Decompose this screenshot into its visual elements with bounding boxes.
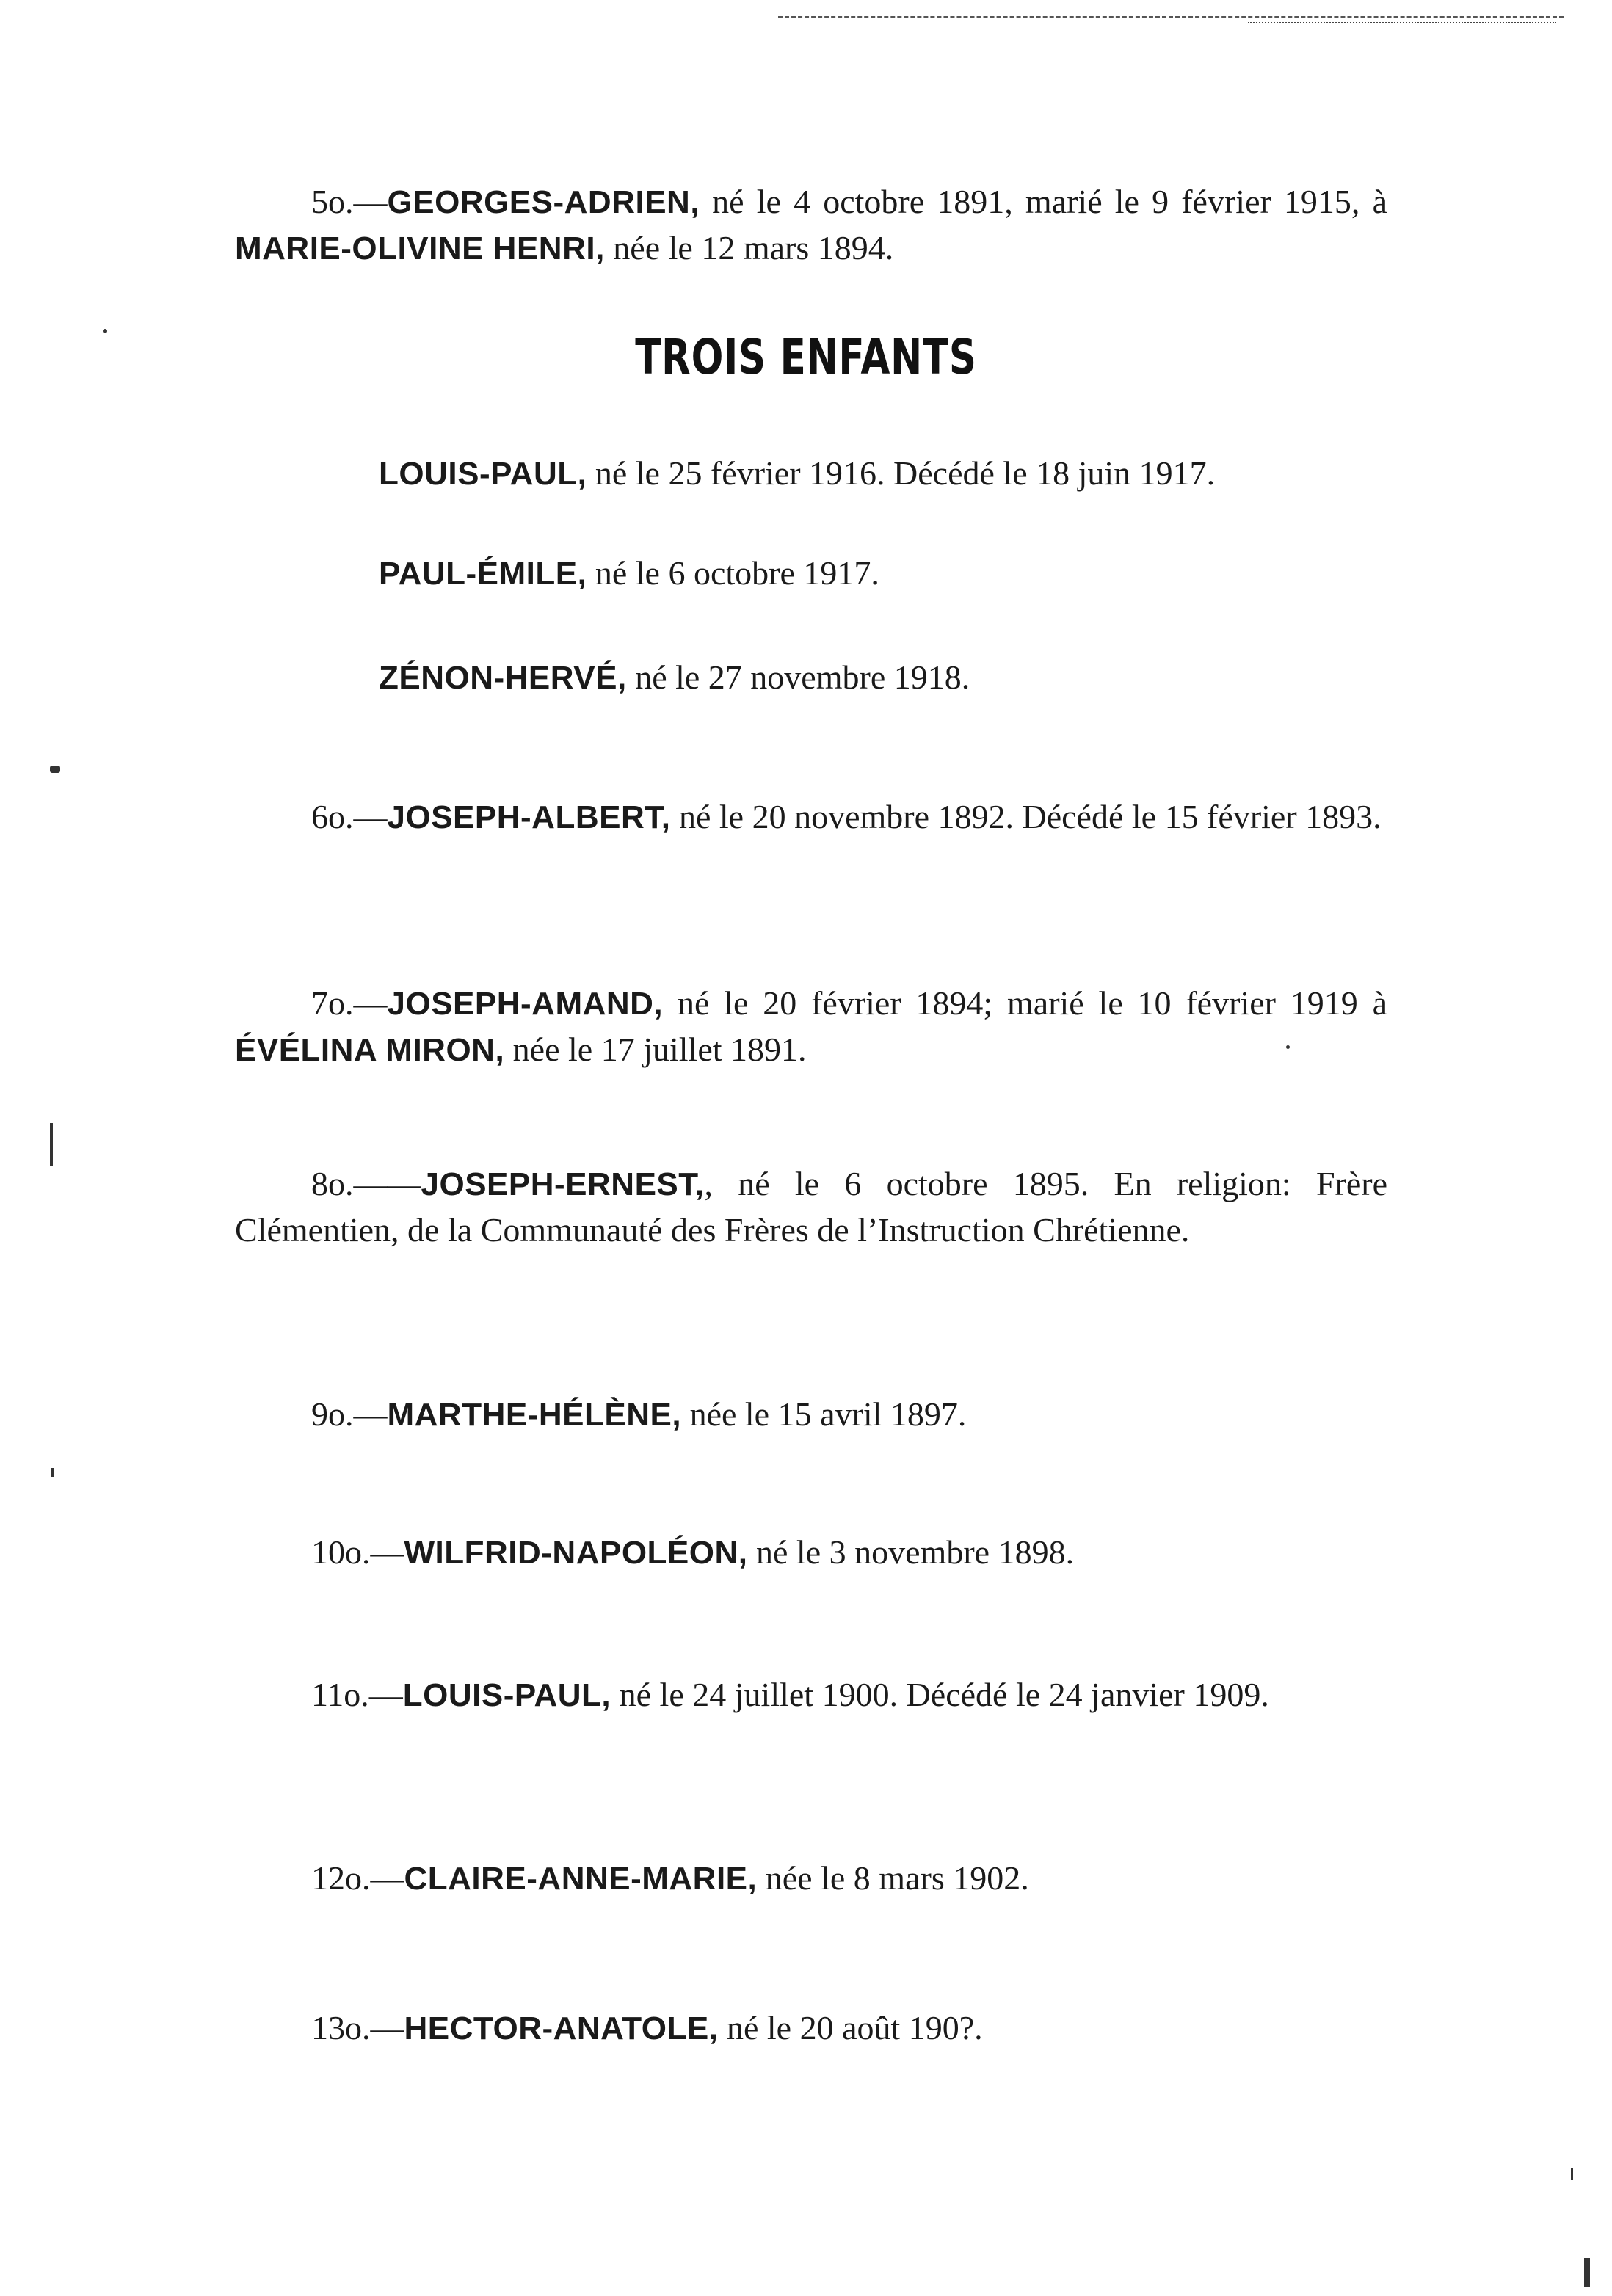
spouse-name: MARIE-OLIVINE HENRI, (235, 230, 605, 266)
child-name: ZÉNON-HERVÉ, (379, 660, 627, 696)
entry-text: née le 17 juillet 1891. (504, 1031, 807, 1068)
entry-text: née le 12 mars 1894. (604, 229, 894, 266)
entry-number: 9o.— (311, 1395, 388, 1433)
entry-7 (235, 981, 1387, 1073)
entry-9 (235, 1392, 1387, 1438)
entry-name: JOSEPH-ERNEST, (421, 1166, 705, 1202)
section-heading: TROIS ENFANTS (635, 329, 977, 385)
margin-blot (1286, 1045, 1290, 1049)
top-dotted-rule (1248, 22, 1556, 23)
margin-blot (1584, 2258, 1590, 2287)
spouse-name: ÉVÉLINA MIRON, (235, 1032, 505, 1068)
margin-blot (103, 329, 107, 333)
entry-text: né le 20 février 1894; marié le 10 février 1919 à (663, 984, 1387, 1022)
entry-text: né le 4 octobre 1891, marié le 9 février 1915, à (700, 183, 1387, 220)
entry-number: 6o.— (311, 798, 388, 835)
entry-name: LOUIS-PAUL, (402, 1677, 611, 1713)
entry-10 (235, 1530, 1387, 1576)
child-entry (379, 655, 1406, 701)
entry-5 (235, 179, 1387, 272)
child-text: né le 25 février 1916. Décédé le 18 juin 1917. (587, 454, 1216, 492)
child-name: LOUIS-PAUL, (379, 456, 587, 492)
margin-blot (1571, 2168, 1573, 2180)
entry-12 (235, 1856, 1387, 1902)
child-text: né le 27 novembre 1918. (626, 658, 970, 696)
child-name: PAUL-ÉMILE, (379, 556, 587, 592)
entry-name: HECTOR-ANATOLE, (404, 2010, 719, 2046)
margin-blot (51, 1468, 54, 1477)
entry-number: 7o.— (311, 984, 388, 1022)
child-entry (379, 451, 1406, 497)
entry-name: JOSEPH-ALBERT, (387, 799, 671, 835)
entry-number: 13o.— (311, 2009, 404, 2046)
margin-blot (50, 766, 60, 773)
entry-number: 10o.— (311, 1533, 404, 1571)
entry-text: né le 20 août 190?. (718, 2009, 983, 2046)
entry-text: né le 20 novembre 1892. Décédé le 15 février 1893. (670, 798, 1382, 835)
entry-11 (235, 1672, 1387, 1718)
entry-8 (235, 1161, 1387, 1253)
child-entry (379, 551, 1406, 597)
entry-text: né le 24 juillet 1900. Décédé le 24 janvier 1909. (611, 1676, 1269, 1713)
entry-name: MARTHE-HÉLÈNE, (387, 1397, 682, 1433)
child-text: né le 6 octobre 1917. (587, 554, 879, 592)
entry-13 (235, 2005, 1387, 2052)
entry-text: , né le 6 octobre 1895. En religion: Frère Clémentien, de la Communauté des Frères de l’Instruction Chrétienne. (235, 1165, 1387, 1249)
entry-name: GEORGES-ADRIEN, (387, 184, 700, 220)
entry-number: 8o.—— (311, 1165, 421, 1202)
entry-text: née le 15 avril 1897. (681, 1395, 967, 1433)
entry-number: 5o.— (311, 183, 388, 220)
entry-name: CLAIRE-ANNE-MARIE, (404, 1861, 758, 1897)
entry-number: 11o.— (311, 1676, 403, 1713)
entry-number: 12o.— (311, 1859, 404, 1897)
entry-text: né le 3 novembre 1898. (747, 1533, 1075, 1571)
entry-name: WILFRID-NAPOLÉON, (404, 1535, 748, 1571)
margin-blot (50, 1123, 53, 1166)
entry-6 (235, 794, 1387, 840)
top-dashed-rule (778, 16, 1564, 18)
entry-text: née le 8 mars 1902. (757, 1859, 1029, 1897)
entry-name: JOSEPH-AMAND, (387, 986, 664, 1022)
